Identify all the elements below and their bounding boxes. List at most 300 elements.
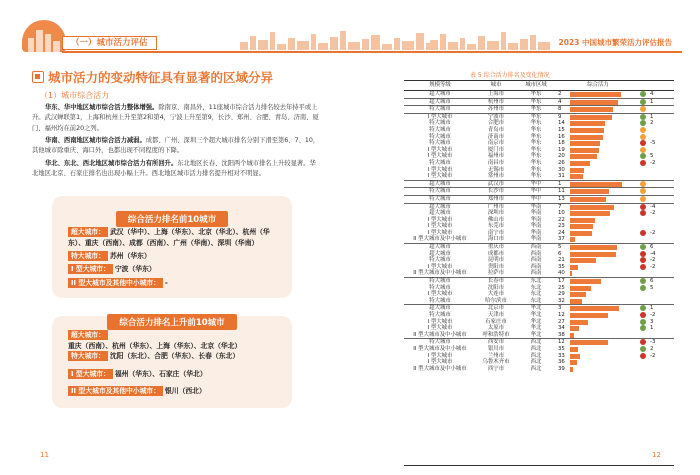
cell-scale: 超大城市 bbox=[404, 203, 476, 210]
arrow-up-icon bbox=[640, 153, 646, 159]
arrow-up-icon bbox=[640, 319, 646, 325]
arrow-down-icon bbox=[640, 312, 646, 318]
table-header-row bbox=[404, 81, 674, 91]
cell-region: 华北 bbox=[516, 305, 556, 312]
rank-value: 9 bbox=[558, 113, 562, 120]
arrow-down-icon bbox=[640, 264, 646, 270]
cell-city: 西安市 bbox=[476, 339, 516, 346]
cell-vitality bbox=[556, 203, 640, 210]
rise10-title: 综合活力排名上升前10城市 bbox=[52, 310, 292, 330]
skyline-decoration-2 bbox=[430, 30, 560, 50]
cell-scale: 超大城市 bbox=[404, 91, 476, 99]
cell-change bbox=[640, 140, 674, 147]
cell-change bbox=[640, 291, 674, 298]
cell-region: 华东 bbox=[530, 159, 542, 166]
cell-change bbox=[640, 113, 674, 120]
change-value: -2 bbox=[650, 312, 656, 318]
cell-city: 东莞市 bbox=[487, 223, 505, 230]
change-value: 3 bbox=[650, 318, 654, 325]
table-row bbox=[404, 188, 674, 196]
cell-vitality bbox=[556, 264, 640, 271]
arrow-down-icon bbox=[640, 353, 646, 359]
rank-value: 26 bbox=[558, 159, 565, 166]
vitality-bar bbox=[570, 211, 610, 216]
cell-vitality bbox=[556, 223, 640, 230]
cell-city: 杭州市 bbox=[476, 98, 516, 106]
cell-scale: I 型大城市 bbox=[427, 223, 453, 230]
arrow-up-icon bbox=[640, 305, 646, 311]
cell-scale: I 型大城市 bbox=[404, 113, 476, 120]
cell-vitality bbox=[556, 236, 640, 243]
cell-city: 呼和浩特市 bbox=[482, 331, 510, 338]
table-row bbox=[404, 332, 674, 339]
vitality-bar bbox=[570, 347, 578, 352]
vitality-bar bbox=[570, 360, 577, 365]
cell-vitality bbox=[556, 230, 640, 237]
cell-change bbox=[640, 203, 674, 210]
flat-circle-icon bbox=[640, 134, 646, 140]
cell-vitality bbox=[556, 312, 640, 319]
table-row bbox=[404, 278, 674, 285]
change-value: 5 bbox=[650, 153, 654, 160]
cell-change bbox=[640, 339, 674, 346]
change-value: 2 bbox=[650, 345, 654, 352]
rank-value: 39 bbox=[558, 365, 565, 372]
table-row bbox=[404, 346, 674, 353]
col-scale: 规模等级 bbox=[404, 81, 476, 91]
cell-scale: I 型大城市 bbox=[427, 229, 453, 236]
cell-vitality bbox=[556, 147, 640, 154]
rank-value: 25 bbox=[558, 284, 565, 291]
rank-value: 8 bbox=[558, 106, 562, 113]
cell-region: 华中 bbox=[516, 188, 556, 196]
cell-scale: I 型大城市 bbox=[427, 318, 453, 325]
vitality-bar bbox=[570, 121, 605, 126]
cell-city: 青岛市 bbox=[487, 126, 505, 133]
vitality-bar bbox=[570, 292, 586, 297]
cell-change bbox=[640, 305, 674, 312]
arrow-down-icon bbox=[640, 251, 646, 257]
arrow-down-icon bbox=[640, 210, 646, 216]
cell-region: 华东 bbox=[516, 106, 556, 114]
cell-city: 西宁市 bbox=[487, 365, 505, 372]
rank-value: 18 bbox=[558, 140, 565, 147]
cell-change bbox=[640, 217, 674, 224]
cell-change bbox=[640, 257, 674, 264]
cell-city: 深圳市 bbox=[487, 210, 505, 217]
cell-change bbox=[640, 180, 674, 188]
cell-region: 华南 bbox=[530, 236, 542, 243]
vitality-bar bbox=[570, 286, 591, 291]
rank-value: 14 bbox=[558, 120, 565, 127]
col-region: 城市区域 bbox=[516, 81, 556, 91]
change-value: -2 bbox=[650, 159, 656, 166]
table-row bbox=[404, 160, 674, 167]
vitality-bar bbox=[570, 231, 592, 236]
cell-vitality bbox=[556, 305, 640, 312]
subheading: （1）城市综合活力 bbox=[40, 91, 110, 100]
table-row bbox=[404, 359, 674, 366]
change-value: -4 bbox=[650, 203, 656, 210]
cell-region: 华中 bbox=[516, 195, 556, 203]
vitality-bar bbox=[570, 224, 593, 229]
cell-city: 乌鲁木齐市 bbox=[482, 359, 510, 366]
vitality-bar bbox=[570, 154, 597, 159]
arrow-up-icon bbox=[640, 346, 646, 352]
vitality-bar bbox=[570, 141, 600, 146]
cell-vitality bbox=[556, 106, 640, 114]
cell-change bbox=[640, 106, 674, 114]
cell-vitality bbox=[556, 210, 640, 217]
cell-scale: I 型大城市 bbox=[427, 173, 453, 180]
cell-scale: I 型大城市 bbox=[427, 216, 453, 223]
cell-scale: II 型大城市及中小城市 bbox=[413, 270, 467, 277]
rank-value: 30 bbox=[558, 166, 565, 173]
col-vitality: 综合活力 bbox=[556, 81, 640, 91]
rank-value: 33 bbox=[558, 352, 565, 359]
cell-region: 华南 bbox=[516, 203, 556, 210]
cell-scale: 特大城市 bbox=[429, 257, 451, 264]
cell-change bbox=[640, 236, 674, 243]
cell-scale: 超大城市 bbox=[404, 305, 476, 312]
change-value: -2 bbox=[650, 210, 656, 217]
rank-value: 7 bbox=[558, 203, 562, 210]
cell-scale: 超大城市 bbox=[429, 250, 451, 257]
cell-vitality bbox=[556, 298, 640, 305]
cell-region: 华南 bbox=[530, 229, 542, 236]
cell-change bbox=[640, 285, 674, 292]
table-row bbox=[404, 244, 674, 251]
cell-vitality bbox=[556, 339, 640, 346]
cell-vitality bbox=[556, 173, 640, 180]
table-row bbox=[404, 173, 674, 180]
cell-change bbox=[640, 298, 674, 305]
rank-value: 10 bbox=[558, 210, 565, 217]
flat-circle-icon bbox=[640, 127, 646, 133]
cell-scale: I 型大城市 bbox=[427, 166, 453, 173]
vitality-bar bbox=[570, 299, 582, 304]
cell-city: 苏州市 bbox=[476, 106, 516, 114]
cell-scale: 特大城市 bbox=[429, 297, 451, 304]
rank-value: 6 bbox=[558, 250, 562, 257]
table-row bbox=[404, 180, 674, 188]
cell-scale: 特大城市 bbox=[429, 312, 451, 318]
cell-city: 沈阳市 bbox=[487, 284, 505, 291]
cell-scale: 特大城市 bbox=[429, 133, 451, 140]
cell-change bbox=[640, 127, 674, 134]
arrow-down-icon bbox=[640, 204, 646, 210]
arrow-up-icon bbox=[640, 278, 646, 284]
cell-vitality bbox=[556, 332, 640, 339]
cell-region: 华东 bbox=[530, 166, 542, 173]
change-value: 4 bbox=[650, 91, 654, 97]
paragraph-2: 华南、西南地区城市综合活力减弱。成都、广州、深圳三个超大城市排名分别下滑至第6、7、10，其他城市除重庆、海口外，也都出现不同程度的下降。 bbox=[32, 137, 320, 155]
cell-city: 郑州市 bbox=[476, 195, 516, 203]
section-heading-text: 城市活力的变动特征具有显著的区域分异 bbox=[48, 70, 274, 85]
vitality-bar bbox=[570, 161, 590, 166]
cell-vitality bbox=[556, 353, 640, 360]
cell-region: 华北 bbox=[530, 312, 542, 318]
cell-scale: I 型大城市 bbox=[427, 153, 453, 160]
vitality-bar bbox=[570, 100, 618, 105]
rank-value: 17 bbox=[558, 278, 565, 285]
cell-scale: I 型大城市 bbox=[427, 325, 453, 332]
vitality-bar bbox=[570, 115, 612, 120]
vitality-bar bbox=[570, 271, 572, 276]
cell-vitality bbox=[556, 244, 640, 251]
rank-value: 19 bbox=[558, 146, 565, 153]
vitality-bar bbox=[570, 189, 609, 194]
vitality-bar bbox=[570, 326, 579, 331]
cell-region: 西南 bbox=[530, 250, 542, 257]
cell-region: 西南 bbox=[530, 270, 542, 277]
cell-scale: I 型大城市 bbox=[427, 146, 453, 153]
cell-change bbox=[640, 134, 674, 141]
cell-region: 华南 bbox=[530, 216, 542, 223]
cell-city: 太原市 bbox=[487, 325, 505, 332]
cell-city: 佛山市 bbox=[487, 216, 505, 223]
vitality-bar bbox=[570, 333, 574, 338]
cell-scale: II 型大城市及中小城市 bbox=[413, 345, 467, 352]
vitality-bar bbox=[570, 218, 595, 223]
arrow-up-icon bbox=[640, 114, 646, 120]
cell-vitality bbox=[556, 319, 640, 326]
table-row bbox=[404, 195, 674, 203]
cell-vitality bbox=[556, 134, 640, 141]
change-value: -2 bbox=[650, 263, 656, 270]
cell-region: 西南 bbox=[530, 257, 542, 264]
cell-scale: 特大城市 bbox=[404, 278, 476, 285]
table-row bbox=[404, 270, 674, 277]
cell-city: 南宁市 bbox=[487, 229, 505, 236]
vitality-bar bbox=[570, 148, 599, 153]
cell-region: 西北 bbox=[530, 365, 542, 372]
cell-region: 华东 bbox=[516, 113, 556, 120]
cell-vitality bbox=[556, 188, 640, 196]
cell-city: 无锡市 bbox=[487, 166, 505, 173]
rise10-panel bbox=[52, 316, 292, 408]
cell-city: 济南市 bbox=[487, 133, 505, 140]
cell-change bbox=[640, 195, 674, 203]
rank-value: 22 bbox=[558, 216, 565, 223]
cell-scale: 特大城市 bbox=[404, 339, 476, 346]
header-divider bbox=[62, 51, 682, 53]
cell-vitality bbox=[556, 217, 640, 224]
flat-circle-icon bbox=[640, 181, 646, 187]
rank-value: 27 bbox=[558, 318, 565, 325]
cell-vitality bbox=[556, 153, 640, 160]
arrow-down-icon bbox=[640, 339, 646, 345]
cell-vitality bbox=[556, 251, 640, 258]
table-row bbox=[404, 127, 674, 134]
vitality-bar bbox=[570, 258, 596, 263]
cell-city: 北京市 bbox=[476, 305, 516, 312]
rank-value: 20 bbox=[558, 153, 565, 160]
cell-vitality bbox=[556, 291, 640, 298]
cell-change bbox=[640, 346, 674, 353]
cell-region: 华东 bbox=[530, 153, 542, 160]
cell-change bbox=[640, 210, 674, 217]
rank-value: 34 bbox=[558, 325, 565, 332]
table-row bbox=[404, 140, 674, 147]
cell-region: 东北 bbox=[530, 284, 542, 291]
cell-change bbox=[640, 153, 674, 160]
vitality-bar bbox=[570, 205, 614, 210]
cell-scale: II 型大城市及中小城市 bbox=[413, 236, 467, 243]
cell-region: 西北 bbox=[530, 359, 542, 366]
cell-city: 贵阳市 bbox=[487, 263, 505, 270]
cell-region: 华南 bbox=[530, 210, 542, 217]
cell-region: 西南 bbox=[530, 263, 542, 270]
report-title: 2023 中国城市繁荣活力评估报告 bbox=[558, 38, 672, 47]
top10-row: 特大城市： 苏州（华东） bbox=[68, 251, 283, 262]
rank-value: 15 bbox=[558, 126, 565, 133]
rank-value: 38 bbox=[558, 331, 565, 338]
cell-vitality bbox=[556, 325, 640, 332]
cell-city: 宁波市 bbox=[476, 113, 516, 120]
vitality-bar bbox=[570, 237, 575, 242]
vitality-bar bbox=[570, 135, 603, 140]
table-row bbox=[404, 236, 674, 243]
top10-row: II 型大城市及其他中小城市： - bbox=[68, 278, 283, 289]
table-row bbox=[404, 98, 674, 106]
vitality-bar bbox=[570, 354, 580, 359]
vitality-bar bbox=[570, 107, 613, 112]
table-row bbox=[404, 210, 674, 217]
arrow-down-icon bbox=[640, 257, 646, 263]
cell-region: 华北 bbox=[530, 318, 542, 325]
cell-city: 合肥市 bbox=[487, 120, 505, 127]
cell-vitality bbox=[556, 285, 640, 292]
cell-change bbox=[640, 366, 674, 373]
cell-change bbox=[640, 188, 674, 196]
cell-change bbox=[640, 319, 674, 326]
arrow-up-icon bbox=[640, 120, 646, 126]
cell-city: 长春市 bbox=[476, 278, 516, 285]
cell-city: 广州市 bbox=[476, 203, 516, 210]
rise10-row: I 型大城市： 福州（华东）、石家庄（华北） bbox=[68, 369, 283, 380]
rank-value: 5 bbox=[558, 244, 562, 251]
rank-value: 13 bbox=[558, 195, 565, 202]
cell-vitality bbox=[556, 180, 640, 188]
cell-city: 昆明市 bbox=[487, 257, 505, 264]
rank-value: 36 bbox=[558, 359, 565, 366]
table-caption: 表 5 综合活力排名及变化情况 bbox=[470, 72, 550, 79]
cell-region: 华东 bbox=[530, 126, 542, 133]
cell-scale: 超大城市 bbox=[429, 210, 451, 217]
cell-change bbox=[640, 251, 674, 258]
arrow-down-icon bbox=[640, 230, 646, 236]
table-row bbox=[404, 312, 674, 319]
arrow-down-icon bbox=[640, 160, 646, 166]
paragraph-3: 华北、东北、西北地区城市综合活力有所回升。东北地区长春、沈阳两个城市排名上升较显著。华北地区北京、石家庄排名也出现小幅上升。西北地区城市活力排名提升相对不明显。 bbox=[32, 160, 316, 178]
arrow-up-icon bbox=[640, 91, 646, 97]
table-row bbox=[404, 106, 674, 114]
arrow-up-icon bbox=[640, 325, 646, 331]
cell-city: 武汉市 bbox=[476, 180, 516, 188]
cell-region: 西北 bbox=[530, 345, 542, 352]
section-heading-icon bbox=[32, 71, 44, 83]
change-value: 2 bbox=[650, 120, 654, 127]
section-heading bbox=[32, 68, 273, 86]
vitality-bar bbox=[570, 320, 588, 325]
cell-change bbox=[640, 244, 674, 251]
rank-value: 12 bbox=[558, 312, 565, 318]
cell-region: 西北 bbox=[530, 352, 542, 359]
cell-vitality bbox=[556, 278, 640, 285]
cell-city: 拉萨市 bbox=[487, 270, 505, 277]
cell-vitality bbox=[556, 160, 640, 167]
cell-scale: 特大城市 bbox=[429, 120, 451, 127]
top10-row: 超大城市： 武汉（华中）、上海（华东）、北京（华北）、杭州（华东）、重庆（西南）、成都（西南）、广州（华南）、深圳（华南） bbox=[68, 228, 270, 247]
vitality-bar bbox=[570, 128, 604, 133]
cell-scale: II 型大城市及中小城市 bbox=[413, 365, 467, 372]
change-value: -2 bbox=[650, 229, 656, 236]
vitality-bar bbox=[570, 174, 583, 179]
change-value: -2 bbox=[650, 352, 656, 359]
cell-scale: I 型大城市 bbox=[427, 291, 453, 298]
cell-region: 华中 bbox=[516, 180, 556, 188]
cell-change bbox=[640, 230, 674, 237]
change-value: 1 bbox=[650, 98, 654, 105]
cell-scale: 特大城市 bbox=[429, 140, 451, 147]
cell-city: 南京市 bbox=[487, 140, 505, 147]
rank-value: 31 bbox=[558, 173, 565, 180]
vitality-bar bbox=[570, 265, 578, 270]
rank-value: 35 bbox=[558, 263, 565, 270]
cell-scale: I 型大城市 bbox=[427, 352, 453, 359]
top10-title: 综合活力排名前10城市 bbox=[52, 207, 292, 227]
table-row bbox=[404, 339, 674, 346]
cell-vitality bbox=[556, 270, 640, 277]
vitality-bar bbox=[570, 252, 616, 257]
flat-circle-icon bbox=[640, 147, 646, 153]
rank-value: 32 bbox=[558, 297, 565, 304]
rise10-row: II 型大城市及其他中小城市： 银川（西北） bbox=[68, 386, 283, 397]
table-row bbox=[404, 366, 674, 373]
cell-scale: 超大城市 bbox=[404, 180, 476, 188]
change-value: 1 bbox=[650, 305, 654, 312]
cell-city: 成都市 bbox=[487, 250, 505, 257]
cell-city: 银川市 bbox=[487, 345, 505, 352]
cell-vitality bbox=[556, 120, 640, 127]
cell-change bbox=[640, 325, 674, 332]
cell-change bbox=[640, 264, 674, 271]
cell-region: 华东 bbox=[530, 120, 542, 127]
cell-change bbox=[640, 98, 674, 106]
cell-change bbox=[640, 91, 674, 99]
cell-vitality bbox=[556, 195, 640, 203]
cell-city: 哈尔滨市 bbox=[485, 297, 507, 304]
col-change bbox=[640, 81, 674, 91]
cell-vitality bbox=[556, 127, 640, 134]
table-row bbox=[404, 298, 674, 305]
cell-vitality bbox=[556, 167, 640, 174]
change-value: 6 bbox=[650, 244, 654, 251]
cell-region: 华东 bbox=[516, 91, 556, 99]
rank-value: 3 bbox=[558, 305, 562, 312]
cell-region: 西南 bbox=[516, 244, 556, 251]
page-number-left: 11 bbox=[40, 451, 49, 459]
table-row bbox=[404, 325, 674, 332]
vitality-table bbox=[404, 80, 674, 372]
change-value: 1 bbox=[650, 325, 654, 332]
cell-scale: 特大城市 bbox=[429, 126, 451, 133]
cell-scale: 超大城市 bbox=[404, 244, 476, 251]
cell-region: 华东 bbox=[516, 98, 556, 106]
cell-vitality bbox=[556, 113, 640, 120]
vitality-bar bbox=[570, 313, 608, 318]
